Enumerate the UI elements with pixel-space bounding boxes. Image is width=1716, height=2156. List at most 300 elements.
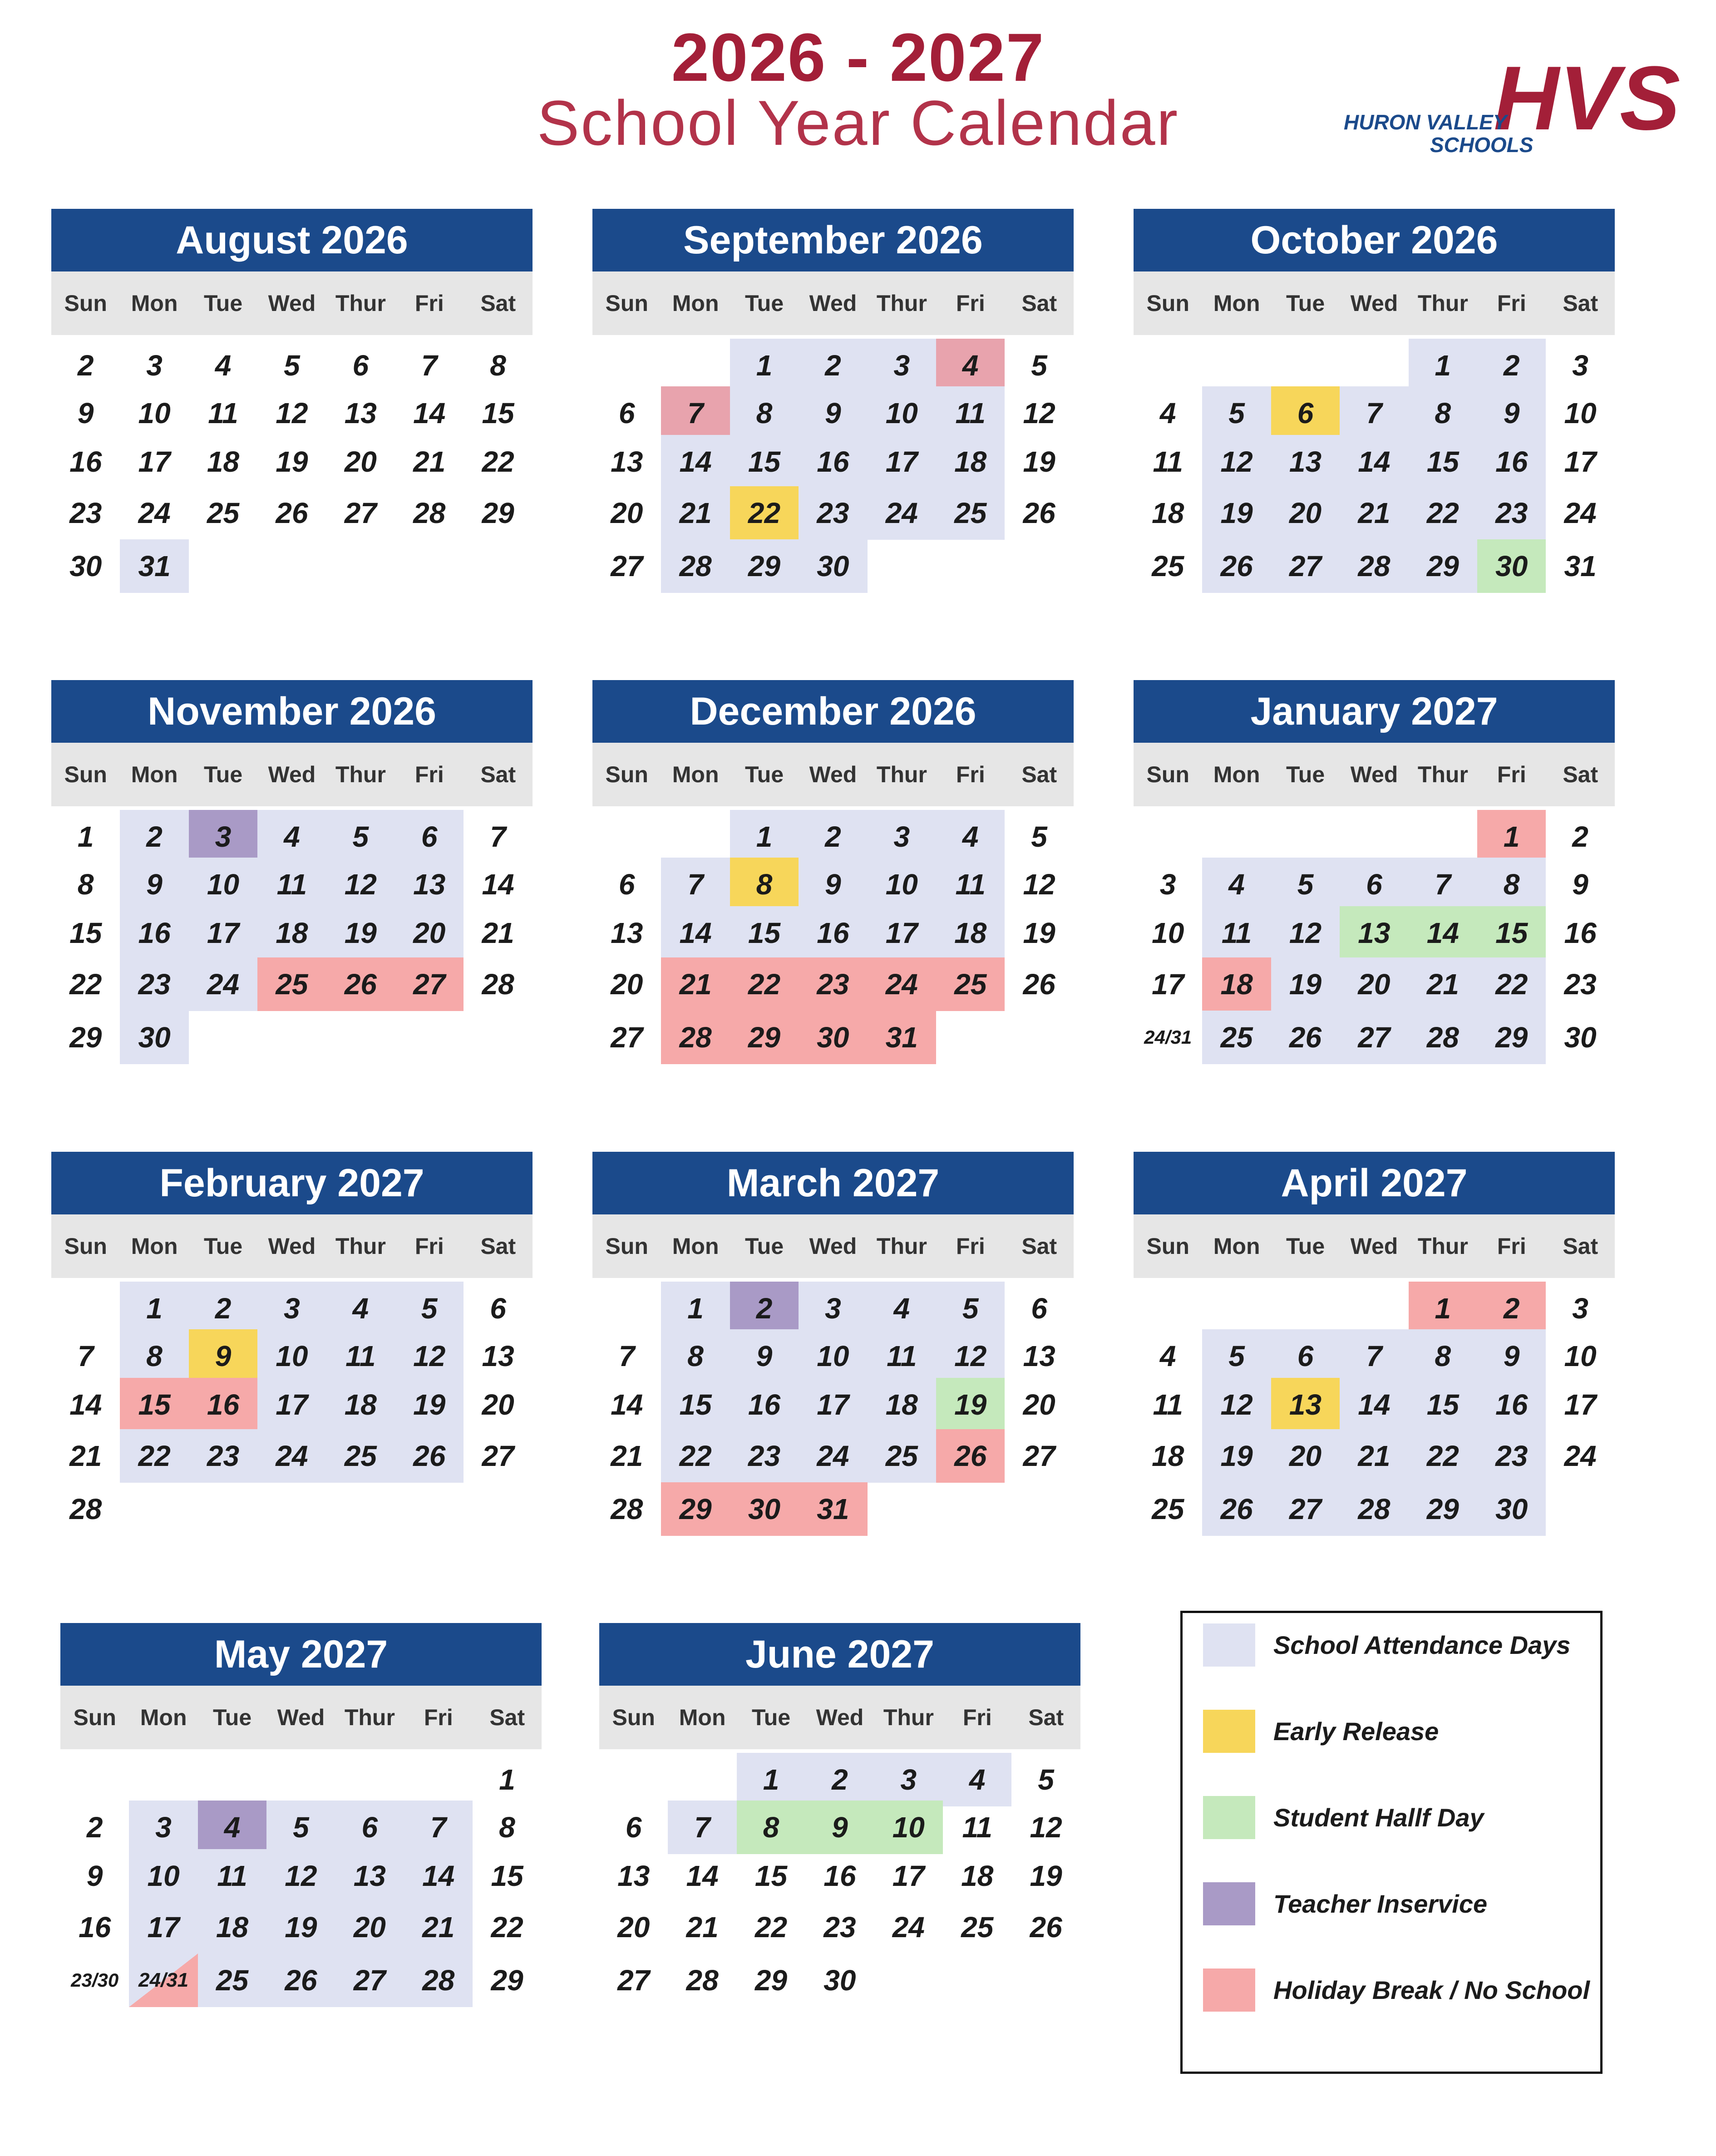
day-cell: 3 <box>129 1801 197 1854</box>
weekday-label: Wed <box>816 1705 864 1730</box>
day-cell: 18 <box>961 1860 994 1892</box>
day-grid <box>1134 335 1615 607</box>
day-cell: 21 <box>1409 957 1477 1011</box>
weekday-label: Fri <box>1497 762 1526 787</box>
weekday-label: Thur <box>1417 762 1468 787</box>
day-cell: 29 <box>754 1964 788 1997</box>
day-cell: 8 <box>1409 386 1477 440</box>
weekday-label: Sat <box>480 291 516 316</box>
weekday-label: Sat <box>1563 762 1598 787</box>
legend-item <box>1203 1795 1593 1840</box>
day-cell: 6 <box>1340 858 1408 911</box>
weekday-header <box>51 271 533 335</box>
weekday-label: Wed <box>1350 762 1398 787</box>
day-cell: 17 <box>1152 968 1184 1001</box>
day-cell: 31 <box>1564 550 1597 582</box>
day-cell: 24 <box>1564 497 1597 529</box>
day-cell: 26 <box>395 1429 464 1483</box>
weekday-header <box>51 743 533 806</box>
logo-line-1: HURON VALLEY <box>1344 110 1507 134</box>
day-cell: 23/30 <box>71 1969 119 1991</box>
weekday-label: Wed <box>268 291 316 316</box>
day-cell: 1 <box>1477 810 1546 863</box>
day-cell: 4 <box>1202 858 1271 911</box>
day-cell: 19 <box>1271 957 1340 1011</box>
weekday-label: Mon <box>131 291 178 316</box>
day-cell: 7 <box>661 858 730 911</box>
weekday-label: Thur <box>1417 1233 1468 1259</box>
weekday-label: Fri <box>424 1705 453 1730</box>
day-cell: 8 <box>499 1811 515 1844</box>
month-3 <box>51 680 533 1079</box>
month-4 <box>592 680 1074 1079</box>
day-grid <box>592 1278 1074 1550</box>
day-cell: 19 <box>1202 486 1271 540</box>
month-2 <box>1134 209 1615 607</box>
day-cell: 24 <box>257 1429 326 1483</box>
day-cell: 30 <box>1564 1021 1597 1054</box>
weekday-label: Thur <box>335 291 386 316</box>
day-cell: 26 <box>276 497 308 529</box>
day-cell: 10 <box>868 386 936 440</box>
month-8 <box>1134 1152 1615 1550</box>
day-cell: 15 <box>730 906 799 960</box>
weekday-label: Sat <box>1563 1233 1598 1259</box>
day-cell: 8 <box>120 1329 188 1383</box>
day-cell: 12 <box>1023 397 1055 429</box>
day-cell: 9 <box>799 858 867 911</box>
day-cell: 15 <box>1409 435 1477 488</box>
day-cell: 5 <box>1031 820 1047 853</box>
weekday-label: Sun <box>612 1705 655 1730</box>
day-cell: 9 <box>77 397 94 429</box>
day-cell: 25 <box>326 1429 395 1483</box>
day-cell: 24 <box>1564 1440 1597 1472</box>
weekday-label: Fri <box>414 291 444 316</box>
weekday-label: Sat <box>1021 1233 1057 1259</box>
day-cell: 14 <box>1340 435 1408 488</box>
day-cell: 30 <box>823 1964 856 1997</box>
day-cell: 26 <box>1023 968 1055 1001</box>
day-cell: 11 <box>936 386 1005 440</box>
day-cell: 4 <box>198 1801 266 1854</box>
day-cell: 25 <box>257 957 326 1011</box>
weekday-header <box>592 743 1074 806</box>
day-cell: 27 <box>335 1954 404 2007</box>
day-cell: 25 <box>936 486 1005 540</box>
month-title: January 2027 <box>1134 680 1615 743</box>
month-title: November 2026 <box>51 680 533 743</box>
weekday-label: Sun <box>1146 291 1189 316</box>
month-title: June 2027 <box>599 1623 1080 1686</box>
day-cell: 23 <box>1477 1429 1546 1483</box>
day-cell: 5 <box>936 1282 1005 1335</box>
day-cell: 2 <box>730 1282 799 1335</box>
day-cell: 2 <box>799 810 867 863</box>
day-cell: 17 <box>257 1378 326 1431</box>
day-cell: 24 <box>868 486 936 540</box>
weekday-label: Tue <box>745 291 784 316</box>
day-cell: 19 <box>1202 1429 1271 1483</box>
day-cell: 27 <box>344 497 377 529</box>
day-cell: 27 <box>1023 1440 1055 1472</box>
day-cell: 17 <box>138 445 171 478</box>
weekday-label: Mon <box>140 1705 187 1730</box>
weekday-label: Thur <box>883 1705 934 1730</box>
day-cell: 5 <box>1271 858 1340 911</box>
day-cell: 15 <box>661 1378 730 1431</box>
month-title: December 2026 <box>592 680 1074 743</box>
weekday-label: Wed <box>1350 1233 1398 1259</box>
day-grid <box>60 1749 542 2022</box>
day-cell: 9 <box>1477 386 1546 440</box>
weekday-label: Sun <box>605 291 648 316</box>
weekday-label: Tue <box>203 291 243 316</box>
day-cell: 24 <box>799 1429 867 1483</box>
day-cell: 29 <box>730 539 799 593</box>
weekday-label: Fri <box>962 1705 992 1730</box>
day-cell: 22 <box>661 1429 730 1483</box>
day-cell: 18 <box>868 1378 936 1431</box>
legend-item <box>1203 1967 1593 2013</box>
day-cell: 22 <box>730 957 799 1011</box>
day-grid <box>51 806 533 1079</box>
day-cell: 3 <box>868 810 936 863</box>
day-cell: 27 <box>1271 1482 1340 1536</box>
day-cell: 29 <box>69 1021 102 1054</box>
day-cell: 29 <box>1409 539 1477 593</box>
month-1 <box>592 209 1074 607</box>
day-cell: 23 <box>69 497 102 529</box>
day-cell: 28 <box>661 539 730 593</box>
weekday-label: Sun <box>605 762 648 787</box>
day-cell: 15 <box>1477 906 1546 960</box>
legend-label: School Attendance Days <box>1273 1630 1571 1659</box>
day-cell: 1 <box>1409 339 1477 392</box>
legend-item <box>1203 1622 1593 1668</box>
day-cell: 3 <box>1159 868 1176 901</box>
weekday-label: Thur <box>1417 291 1468 316</box>
day-cell: 13 <box>335 1849 404 1903</box>
day-cell: 20 <box>335 1900 404 1954</box>
day-cell: 30 <box>730 1482 799 1536</box>
day-cell: 31 <box>868 1011 936 1064</box>
day-cell: 25 <box>1152 550 1184 582</box>
day-cell: 9 <box>120 858 188 911</box>
day-cell: 2 <box>1477 1282 1546 1335</box>
day-cell: 22 <box>482 445 514 478</box>
day-cell: 20 <box>1271 486 1340 540</box>
day-cell: 6 <box>490 1292 506 1325</box>
day-cell: 24 <box>892 1911 925 1944</box>
day-cell: 22 <box>491 1911 523 1944</box>
day-cell: 17 <box>189 906 257 960</box>
day-cell: 27 <box>617 1964 650 1997</box>
day-cell: 26 <box>936 1429 1005 1483</box>
svg-text:HVS: HVS <box>1494 48 1681 149</box>
day-cell: 2 <box>120 810 188 863</box>
day-cell: 27 <box>611 550 643 582</box>
weekday-label: Sat <box>1563 291 1598 316</box>
weekday-label: Tue <box>1286 1233 1325 1259</box>
day-cell: 28 <box>482 968 514 1001</box>
day-cell: 12 <box>1030 1811 1062 1844</box>
day-cell: 6 <box>625 1811 642 1844</box>
day-cell: 4 <box>936 339 1005 392</box>
day-cell: 26 <box>1271 1011 1340 1064</box>
day-cell: 2 <box>1477 339 1546 392</box>
day-cell: 20 <box>1340 957 1408 1011</box>
day-grid <box>592 806 1074 1079</box>
day-cell: 1 <box>661 1282 730 1335</box>
day-cell: 3 <box>189 810 257 863</box>
weekday-label: Mon <box>1213 291 1260 316</box>
day-cell: 10 <box>799 1329 867 1383</box>
day-cell: 4 <box>215 349 232 382</box>
weekday-header <box>1134 271 1615 335</box>
day-cell: 7 <box>661 386 730 440</box>
legend-swatch <box>1203 1623 1255 1667</box>
weekday-label: Sat <box>480 762 516 787</box>
day-cell: 28 <box>686 1964 719 1997</box>
day-cell: 8 <box>661 1329 730 1383</box>
day-cell: 24 <box>189 957 257 1011</box>
day-cell: 9 <box>805 1801 874 1854</box>
day-cell: 18 <box>1152 1440 1184 1472</box>
day-cell: 4 <box>1159 397 1176 429</box>
day-cell: 5 <box>266 1801 335 1854</box>
day-cell: 28 <box>1409 1011 1477 1064</box>
day-cell: 19 <box>266 1900 335 1954</box>
day-cell: 3 <box>146 349 163 382</box>
day-cell: 16 <box>189 1378 257 1431</box>
day-cell: 23 <box>799 957 867 1011</box>
weekday-label: Mon <box>131 1233 178 1259</box>
day-cell: 10 <box>138 397 171 429</box>
day-cell: 19 <box>395 1378 464 1431</box>
calendar-subtitle: School Year Calendar <box>537 87 1179 158</box>
month-title: February 2027 <box>51 1152 533 1214</box>
day-cell: 3 <box>1572 349 1588 382</box>
weekday-label: Tue <box>745 762 784 787</box>
day-cell: 4 <box>868 1282 936 1335</box>
legend <box>1180 1611 1603 2074</box>
weekday-label: Thur <box>344 1705 395 1730</box>
day-cell: 29 <box>482 497 514 529</box>
day-cell: 5 <box>395 1282 464 1335</box>
legend-swatch <box>1203 1710 1255 1753</box>
day-cell: 12 <box>1202 1378 1271 1431</box>
day-cell: 16 <box>1477 435 1546 488</box>
weekday-label: Wed <box>809 291 857 316</box>
weekday-label: Wed <box>277 1705 325 1730</box>
legend-item <box>1203 1708 1593 1754</box>
day-cell: 21 <box>686 1911 719 1944</box>
month-title: April 2027 <box>1134 1152 1615 1214</box>
day-cell: 21 <box>69 1440 102 1472</box>
legend-swatch <box>1203 1969 1255 2012</box>
weekday-label: Fri <box>414 762 444 787</box>
weekday-label: Mon <box>679 1705 726 1730</box>
day-cell: 18 <box>198 1900 266 1954</box>
day-cell: 5 <box>326 810 395 863</box>
weekday-label: Tue <box>203 1233 243 1259</box>
day-grid <box>51 1278 533 1550</box>
day-cell: 8 <box>490 349 506 382</box>
legend-item <box>1203 1881 1593 1926</box>
day-cell: 13 <box>344 397 377 429</box>
weekday-label: Fri <box>956 762 985 787</box>
day-cell: 15 <box>1409 1378 1477 1431</box>
day-cell: 1 <box>730 339 799 392</box>
day-cell: 22 <box>1409 486 1477 540</box>
day-cell: 1 <box>499 1763 515 1796</box>
day-cell: 25 <box>936 957 1005 1011</box>
day-cell: 28 <box>404 1954 473 2007</box>
day-cell: 26 <box>266 1954 335 2007</box>
weekday-label: Wed <box>268 1233 316 1259</box>
day-cell: 13 <box>611 445 643 478</box>
day-cell: 18 <box>326 1378 395 1431</box>
day-cell: 28 <box>69 1493 102 1525</box>
day-cell: 22 <box>120 1429 188 1483</box>
weekday-label: Tue <box>745 1233 784 1259</box>
weekday-header <box>592 1214 1074 1278</box>
legend-label: Student Hallf Day <box>1273 1803 1484 1832</box>
day-cell: 17 <box>868 906 936 960</box>
day-cell: 1 <box>730 810 799 863</box>
day-cell: 27 <box>395 957 464 1011</box>
day-cell: 6 <box>395 810 464 863</box>
weekday-label: Sun <box>605 1233 648 1259</box>
day-cell: 23 <box>799 486 867 540</box>
weekday-label: Tue <box>212 1705 252 1730</box>
month-title: May 2027 <box>60 1623 542 1686</box>
weekday-label: Mon <box>672 1233 719 1259</box>
day-cell: 30 <box>69 550 102 582</box>
day-cell: 6 <box>335 1801 404 1854</box>
day-grid <box>599 1749 1080 2022</box>
day-cell: 30 <box>799 1011 867 1064</box>
month-7 <box>592 1152 1074 1550</box>
day-cell: 7 <box>1409 858 1477 911</box>
day-cell: 11 <box>1202 906 1271 960</box>
day-cell: 9 <box>1572 868 1588 901</box>
day-cell: 10 <box>129 1849 197 1903</box>
day-cell: 12 <box>276 397 308 429</box>
day-cell: 8 <box>1477 858 1546 911</box>
weekday-label: Thur <box>876 1233 927 1259</box>
legend-label: Holiday Break / No School <box>1273 1975 1590 2004</box>
weekday-label: Thur <box>335 762 386 787</box>
day-cell: 15 <box>120 1378 188 1431</box>
weekday-label: Sat <box>1021 291 1057 316</box>
day-cell: 29 <box>1477 1011 1546 1064</box>
weekday-header <box>60 1686 542 1749</box>
day-cell: 17 <box>799 1378 867 1431</box>
day-cell: 24/31 <box>1144 1026 1192 1048</box>
day-cell: 12 <box>326 858 395 911</box>
day-cell: 16 <box>730 1378 799 1431</box>
day-grid <box>1134 806 1615 1079</box>
day-cell: 1 <box>120 1282 188 1335</box>
weekday-label: Thur <box>876 762 927 787</box>
legend-label: Early Release <box>1273 1717 1439 1746</box>
weekday-label: Wed <box>809 1233 857 1259</box>
day-cell: 25 <box>868 1429 936 1483</box>
month-title: August 2026 <box>51 209 533 271</box>
day-cell: 19 <box>1030 1860 1062 1892</box>
day-cell: 10 <box>874 1801 943 1854</box>
day-cell: 19 <box>1023 917 1055 949</box>
day-cell: 1 <box>77 820 94 853</box>
weekday-label: Sun <box>64 1233 107 1259</box>
day-cell: 15 <box>482 397 514 429</box>
day-cell: 8 <box>730 858 799 911</box>
month-title: September 2026 <box>592 209 1074 271</box>
day-cell: 25 <box>207 497 240 529</box>
day-cell: 1 <box>737 1753 805 1806</box>
day-cell: 9 <box>189 1329 257 1383</box>
day-cell: 23 <box>1477 486 1546 540</box>
weekday-label: Sun <box>73 1705 116 1730</box>
day-cell: 16 <box>120 906 188 960</box>
weekday-label: Sat <box>489 1705 525 1730</box>
day-cell: 3 <box>799 1282 867 1335</box>
day-cell: 27 <box>1271 539 1340 593</box>
day-cell: 30 <box>1477 1482 1546 1536</box>
month-title: March 2027 <box>592 1152 1074 1214</box>
day-cell: 26 <box>326 957 395 1011</box>
day-grid <box>592 335 1074 607</box>
day-cell: 16 <box>79 1911 111 1944</box>
weekday-label: Sat <box>1021 762 1057 787</box>
day-cell: 10 <box>868 858 936 911</box>
day-cell: 16 <box>1477 1378 1546 1431</box>
day-cell: 13 <box>1340 906 1408 960</box>
day-cell: 26 <box>1023 497 1055 529</box>
day-cell: 5 <box>284 349 300 382</box>
day-cell: 6 <box>1271 1329 1340 1383</box>
weekday-label: Sun <box>64 291 107 316</box>
day-cell: 14 <box>611 1388 643 1421</box>
day-cell: 16 <box>799 906 867 960</box>
weekday-label: Fri <box>956 291 985 316</box>
weekday-label: Wed <box>268 762 316 787</box>
day-cell: 12 <box>936 1329 1005 1383</box>
day-cell: 25 <box>961 1911 994 1944</box>
day-cell: 21 <box>611 1440 643 1472</box>
day-cell: 26 <box>1202 539 1271 593</box>
month-0 <box>51 209 533 607</box>
day-cell: 23 <box>189 1429 257 1483</box>
day-cell: 13 <box>482 1340 514 1372</box>
day-cell: 20 <box>482 1388 514 1421</box>
day-cell: 18 <box>207 445 240 478</box>
day-cell: 21 <box>661 957 730 1011</box>
day-cell: 7 <box>77 1340 94 1372</box>
day-cell: 5 <box>1202 1329 1271 1383</box>
weekday-label: Fri <box>414 1233 444 1259</box>
day-cell: 19 <box>1023 445 1055 478</box>
weekday-label: Mon <box>672 762 719 787</box>
day-cell: 15 <box>491 1860 523 1892</box>
day-cell: 7 <box>668 1801 736 1854</box>
weekday-header <box>1134 1214 1615 1278</box>
day-cell: 17 <box>868 435 936 488</box>
day-cell: 2 <box>799 339 867 392</box>
month-9 <box>60 1623 542 2022</box>
